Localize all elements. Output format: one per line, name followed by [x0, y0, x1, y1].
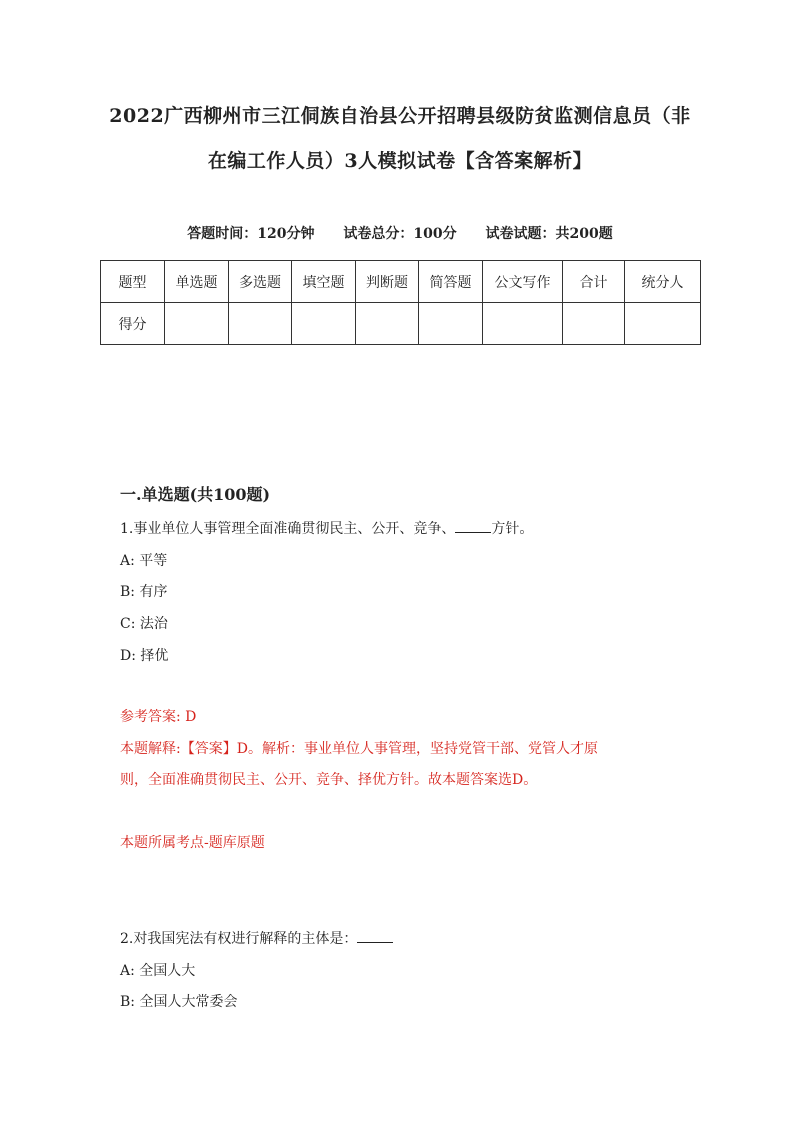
question-1-option-c: C: 法治: [120, 616, 168, 632]
exam-meta: [0, 223, 800, 243]
exam-title-line-2: 在编工作人员）3人模拟试卷【含答案解析】: [207, 150, 593, 172]
score-table-header-cell: 简答题: [419, 261, 483, 303]
score-table-header-cell: 统分人: [625, 261, 701, 303]
score-table-header-cell: 多选题: [229, 261, 292, 303]
exam-time: 答题时间：120分钟: [187, 226, 315, 242]
question-1-stem-text: 1.事业单位人事管理全面准确贯彻民主、公开、竞争、: [120, 521, 456, 537]
score-table-header-row: [101, 261, 701, 303]
question-1-answer: 参考答案: D: [120, 709, 197, 725]
score-cell: [419, 303, 483, 345]
question-1-option-b: B: 有序: [120, 584, 168, 600]
question-1-explanation-line-1: 本题解释:【答案】D。解析：事业单位人事管理，坚持党管干部、党管人才原: [120, 741, 598, 757]
score-cell: [625, 303, 701, 345]
score-table-header-cell: 判断题: [356, 261, 419, 303]
exam-total-score: 试卷总分：100分: [343, 226, 457, 242]
score-table-header-cell: 填空题: [292, 261, 356, 303]
score-table-header-cell: 公文写作: [483, 261, 563, 303]
score-cell: [483, 303, 563, 345]
score-row-label: 得分: [101, 303, 165, 345]
exam-question-count: 试卷试题：共200题: [485, 226, 613, 242]
answer-blank: [357, 928, 393, 943]
question-1-source: 本题所属考点-题库原题: [120, 835, 265, 851]
score-cell: [292, 303, 356, 345]
answer-blank: [455, 518, 491, 533]
score-table-score-row: [101, 303, 701, 345]
question-1-stem: [120, 518, 533, 538]
question-2-option-a: A: 全国人大: [120, 963, 196, 979]
question-1-stem-tail: 方针。: [491, 521, 534, 537]
exam-title-line-1: 2022广西柳州市三江侗族自治县公开招聘县级防贫监测信息员（非: [109, 105, 691, 127]
question-2-option-b: B: 全国人大常委会: [120, 994, 238, 1010]
score-table: [100, 260, 701, 345]
section-title: 一.单选题(共100题): [120, 485, 271, 504]
question-1-option-a: A: 平等: [120, 553, 168, 569]
score-cell: [563, 303, 625, 345]
score-cell: [165, 303, 229, 345]
score-cell: [229, 303, 292, 345]
score-table-header-cell: 题型: [101, 261, 165, 303]
score-table-header-cell: 合计: [563, 261, 625, 303]
question-2-stem: [120, 928, 393, 948]
score-cell: [356, 303, 419, 345]
question-1-option-d: D: 择优: [120, 648, 169, 664]
question-2-stem-text: 2.对我国宪法有权进行解释的主体是：: [120, 931, 358, 947]
score-table-header-cell: 单选题: [165, 261, 229, 303]
question-1-explanation-line-2: 则，全面准确贯彻民主、公开、竞争、择优方针。故本题答案选D。: [120, 772, 538, 788]
